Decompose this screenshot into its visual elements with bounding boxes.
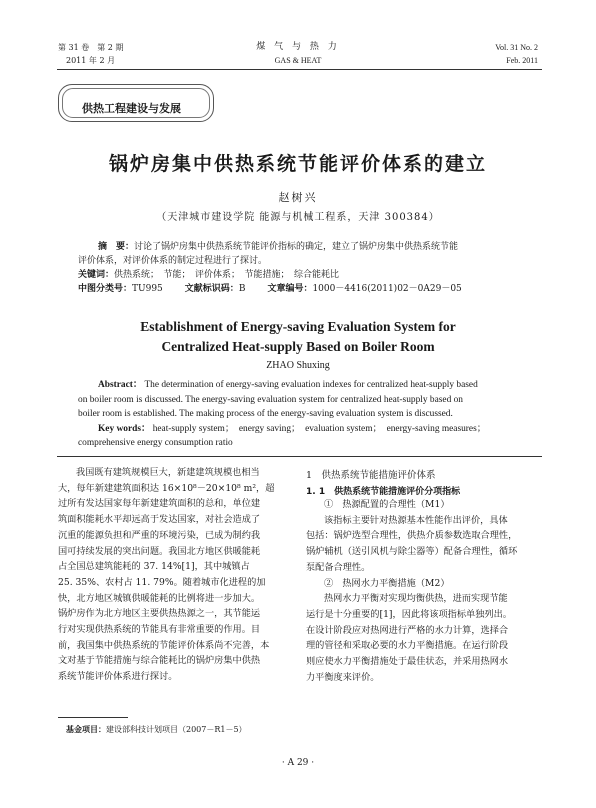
abstract-en-text1: The determination of energy-saving evaluation indexes for centralized heat-supply based [144,380,478,390]
title-cn: 锅炉房集中供热系统节能评价体系的建立 [108,153,487,175]
doc-label: 文献标识码： [184,284,239,294]
journal-en: GAS & HEAT [274,56,322,65]
title-en-line2: Centralized Heat-supply Based on Boiler Room [161,339,435,354]
body-line: 快，北方地区城镇供暖能耗的比例将进一步加大。 [58,592,261,604]
body-line: 过所有发达国家每年新建建筑面积的总和，单位建 [58,498,261,510]
body-line: 大，每年新建建筑面积达 16×10⁸－20×10⁸ m²，超 [58,482,275,494]
left-column [58,465,290,685]
right-column [306,497,540,685]
volume-en: Vol. 31 No. 2 [495,43,538,52]
body-line: 国可持续发展的突出问题。我国北方地区供暖能耗 [58,545,261,557]
body-line: 文对基于节能措施与综合能耗比的锅炉房集中供热 [58,655,261,667]
body-line: 沉重的能源负担和严重的环境污染，已成为制约我 [58,529,261,541]
abstract-rule [57,456,542,457]
abstract-cn [98,241,518,255]
footnote-text: 建设部科技计划项目（2007－R1－5） [106,725,247,734]
keywords-en-line2: comprehensive energy consumption ratio [78,438,233,448]
date-cn: 2011 年 2 月 [66,56,116,65]
article-label: 文章编号： [267,284,313,294]
body-line: 运行是十分重要的[1]，因此将该项指标单独列出。 [306,608,512,620]
keywords-cn-text: 供热系统； 节能； 评价体系； 节能措施； 综合能耗比 [114,270,340,280]
keywords-en-text1: heat-supply system； energy saving； evaluation system； energy-saving measures； [152,424,487,434]
page-number: · A 29 · [281,758,315,768]
body-line: 该指标主要针对热源基本性能作出评价，具体 [324,514,508,526]
abstract-cn-line2: 评价体系，对评价体系的制定过程进行了探讨。 [78,256,268,266]
keywords-cn [78,269,518,283]
heading-1: 1 供热系统节能措施评价体系 [306,470,436,481]
subsection-title: ① 热源配置的合理性（M1） [324,499,450,510]
body-line: 热网水力平衡对实现均衡供热，进而实现节能 [324,593,508,605]
header-rule [57,69,542,70]
abstract-en-label: Abstract： [98,380,143,390]
body-line: 行对实现供热系统的节能具有非常重要的作用。目 [58,624,261,636]
article-value: 1000－4416(2011)02－0A29－05 [312,284,462,294]
body-line: 泵配备合理性。 [306,561,371,573]
keywords-en-line1 [98,422,520,437]
keywords-cn-label: 关键词： [78,270,115,280]
abstract-cn-label: 摘 要： [98,242,135,252]
body-line: 我国既有建筑规模巨大，新建建筑规模也相当 [76,467,260,478]
affiliation-cn: （天津城市建设学院 能源与机械工程系，天津 300384） [156,212,440,223]
subsection-title: ② 热网水力平衡措施（M2） [324,577,450,589]
abstract-en-line2: on boiler room is discussed. The energy-saving evaluation system for centralized heat-supply based on [78,395,463,405]
footnote-label: 基金项目： [66,725,106,734]
body-line: 则应使水力平衡措施处于最佳状态，并采用热网水 [306,656,509,668]
body-line: 包括：锅炉选型合理性，供热介质参数选取合理性， [306,530,518,542]
body-line: 理的管径和采取必要的水力平衡措施。在运行阶段 [306,640,509,652]
body-line: 筑面积能耗水平却远高于发达国家，对社会造成了 [58,514,261,526]
title-en-line1: Establishment of Energy-saving Evaluation System for [140,319,456,334]
footnote [66,724,247,735]
body-line: 系统节能评价体系进行探讨。 [58,671,178,683]
doc-value: B [238,284,246,294]
journal-cn: 煤 气 与 热 力 [256,42,340,52]
footnote-rule [58,717,128,718]
date-en: Feb. 2011 [506,56,538,65]
body-line: 锅炉房作为北方地区主要供热热源之一，其节能运 [58,608,261,620]
abstract-en-line1 [98,378,520,393]
abstract-cn-line1: 讨论了锅炉房集中供热系统节能评价指标的确定，建立了锅炉房集中供热系统节能 [134,242,459,252]
classification [78,283,538,297]
section-label: 供热工程建设与发展 [82,102,181,115]
abstract-en-line3: boiler room is established. The making process of the energy-saving evaluation system is discussed. [78,409,453,419]
keywords-en-label: Key words： [98,424,151,434]
author-cn: 赵树兴 [278,191,318,204]
body-line: 力平衡度来评价。 [306,671,380,683]
body-line: 25. 35%、农村占 11. 79%。随着城市化进程的加 [58,576,266,588]
clc-label: 中图分类号： [78,284,133,294]
body-line: 占全国总建筑能耗的 37. 14%[1]，其中城镇占 [58,561,250,573]
body-line: 前，我国集中供热系统的节能评价体系尚不完善，本 [58,639,270,651]
author-en: ZHAO Shuxing [266,360,330,371]
body-line: 在设计阶段应对热网进行严格的水力计算，选择合 [306,624,509,636]
clc-value: TU995 [132,284,163,294]
volume-cn: 第 31 卷 第 2 期 [58,43,124,52]
heading-1-1: 1. 1 供热系统节能措施评价分项指标 [306,487,461,497]
body-line: 锅炉辅机（送引风机与除尘器等）配备合理性，循环 [306,546,518,558]
